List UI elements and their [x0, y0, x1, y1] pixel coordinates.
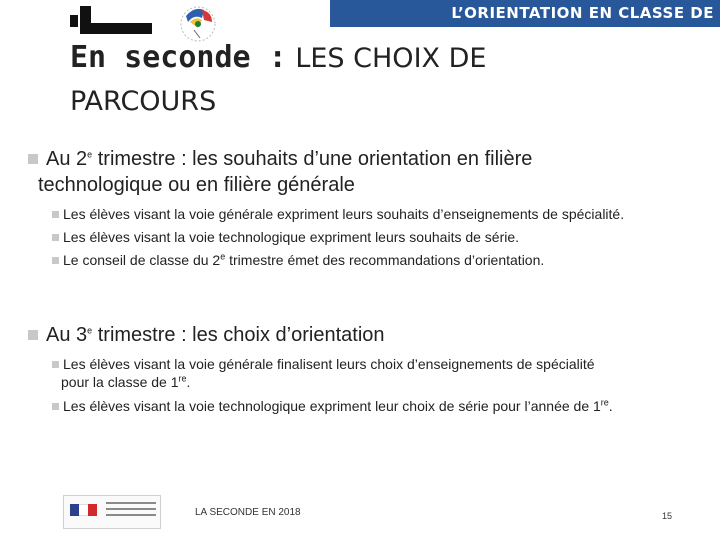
flag-blue-stripe: [70, 504, 79, 516]
list-item: [52, 229, 712, 245]
list-item-pre: Les élèves visant la voie technologique expriment leur choix de série pour l’année de 1: [63, 398, 601, 414]
section1-pre: Au 2: [46, 148, 88, 170]
flag-red-stripe: [88, 504, 97, 516]
bullet-square-icon: [28, 330, 38, 340]
corner-bracket-logo-small: [70, 15, 78, 27]
footer-label: LA SECONDE EN 2018: [195, 507, 301, 518]
section-heading-trimester-3: [28, 322, 688, 348]
list-item-text: Les élèves visant la voie technologique expriment leurs souhaits de série.: [63, 229, 520, 245]
header-bar: [330, 0, 720, 44]
list-item-sup: re: [178, 373, 187, 384]
header-title: L’ORIENTATION EN CLASSE DE SECONDE: [451, 4, 714, 44]
page-title: [70, 38, 486, 79]
section2-sup: e: [87, 325, 93, 336]
list-item-pre: Le conseil de classe du 2: [63, 252, 221, 268]
section2-pre: Au 3: [46, 324, 88, 346]
bullet-square-icon: [52, 234, 59, 241]
list-item-line2-pre: pour la classe de 1: [61, 374, 179, 390]
section1-text-a: trimestre : les souhaits d’une orientation en filière: [92, 148, 533, 170]
section1-sup: e: [87, 149, 93, 160]
section2-text: trimestre : les choix d’orientation: [92, 324, 385, 346]
list-item: [52, 206, 712, 222]
bullet-square-icon: [52, 403, 59, 410]
list-item-line1: Les élèves visant la voie générale finalisent leurs choix d’enseignements de spécialité: [63, 356, 595, 372]
list-item-post: trimestre émet des recommandations d’orientation.: [225, 252, 545, 268]
bullet-square-icon: [52, 211, 59, 218]
ministry-logo: [63, 495, 161, 529]
page-title-line2: PARCOURS: [70, 86, 217, 117]
list-item-post: .: [608, 398, 613, 414]
bullet-square-icon: [28, 154, 38, 164]
section-heading-trimester-2: [28, 146, 688, 172]
corner-bracket-logo-horizontal: [80, 23, 152, 34]
flag-white-stripe: [79, 504, 88, 516]
page-title-rest: LES CHOIX DE: [286, 43, 487, 74]
page-number: 15: [662, 511, 673, 521]
section-heading-trimester-2-line2: technologique ou en filière générale: [38, 174, 355, 196]
bullet-square-icon: [52, 361, 59, 368]
page-title-bold: En seconde :: [70, 40, 287, 75]
ministry-logo-text-lines: [106, 502, 156, 520]
list-item-sup: e: [220, 251, 226, 262]
list-item: [52, 398, 712, 414]
list-item-line2-post: .: [186, 374, 191, 390]
list-item-continuation: [52, 374, 712, 390]
list-item: [52, 356, 712, 372]
bullet-square-icon: [52, 257, 59, 264]
list-item-sup: re: [600, 397, 609, 408]
list-item: [52, 252, 712, 268]
list-item-text: Les élèves visant la voie générale expriment leurs souhaits d’enseignements de spécialité.: [63, 206, 625, 222]
